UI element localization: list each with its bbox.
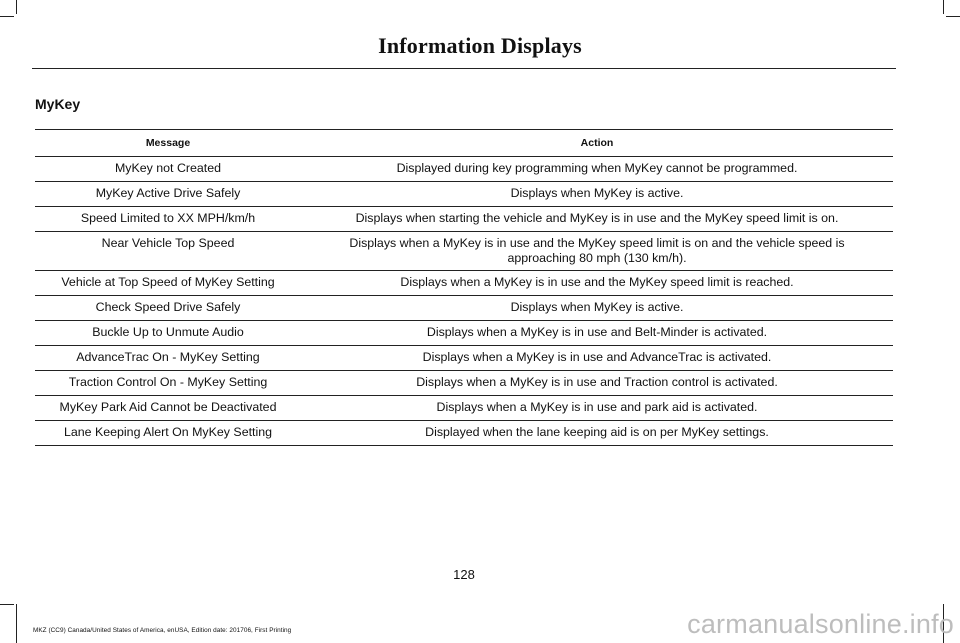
message-cell: Speed Limited to XX MPH/km/h: [35, 207, 301, 232]
column-header-action: Action: [301, 130, 893, 157]
message-cell: Vehicle at Top Speed of MyKey Setting: [35, 271, 301, 296]
message-cell: MyKey not Created: [35, 157, 301, 182]
column-header-message: Message: [35, 130, 301, 157]
section-title: MyKey: [35, 96, 81, 112]
crop-mark-bottom-left-vertical: [16, 604, 17, 643]
message-cell: MyKey Active Drive Safely: [35, 182, 301, 207]
table-row: [35, 371, 893, 396]
page-title: Information Displays: [378, 33, 582, 58]
message-cell: Near Vehicle Top Speed: [35, 232, 301, 271]
table-row: [35, 421, 893, 446]
crop-mark-top-left-vertical: [16, 0, 17, 14]
action-cell: Displayed when the lane keeping aid is on per MyKey settings.: [301, 421, 893, 446]
message-cell: Lane Keeping Alert On MyKey Setting: [35, 421, 301, 446]
action-cell: Displays when a MyKey is in use and AdvanceTrac is activated.: [301, 346, 893, 371]
action-cell: Displayed during key programming when MyKey cannot be programmed.: [301, 157, 893, 182]
action-cell: Displays when a MyKey is in use and Belt-Minder is activated.: [301, 321, 893, 346]
crop-mark-top-left-horizontal: [0, 16, 14, 17]
table-row: [35, 396, 893, 421]
watermark-logo: carmanualsonline.info: [687, 609, 954, 639]
action-cell: Displays when a MyKey is in use and the MyKey speed limit is on and the vehicle speed is approaching 80 mph (130 km/h).: [301, 232, 893, 271]
message-cell: AdvanceTrac On - MyKey Setting: [35, 346, 301, 371]
header-divider: [32, 68, 896, 69]
table-row: [35, 232, 893, 271]
action-cell: Displays when MyKey is active.: [301, 296, 893, 321]
table-header-row: [35, 130, 893, 157]
page-number: 128: [453, 567, 475, 582]
edition-footer: MKZ (CC9) Canada/United States of America, enUSA, Edition date: 201706, First Printing: [33, 627, 292, 634]
message-cell: MyKey Park Aid Cannot be Deactivated: [35, 396, 301, 421]
table-row: [35, 296, 893, 321]
table-row: [35, 182, 893, 207]
action-cell: Displays when MyKey is active.: [301, 182, 893, 207]
action-cell: Displays when a MyKey is in use and Traction control is activated.: [301, 371, 893, 396]
action-cell: Displays when a MyKey is in use and the MyKey speed limit is reached.: [301, 271, 893, 296]
table-row: [35, 207, 893, 232]
crop-mark-top-right-horizontal: [946, 16, 960, 17]
message-cell: Check Speed Drive Safely: [35, 296, 301, 321]
table-row: [35, 346, 893, 371]
message-cell: Buckle Up to Unmute Audio: [35, 321, 301, 346]
table-row: [35, 321, 893, 346]
message-cell: Traction Control On - MyKey Setting: [35, 371, 301, 396]
action-cell: Displays when starting the vehicle and MyKey is in use and the MyKey speed limit is on.: [301, 207, 893, 232]
mykey-messages-table: [35, 129, 893, 446]
action-cell: Displays when a MyKey is in use and park aid is activated.: [301, 396, 893, 421]
table-row: [35, 157, 893, 182]
crop-mark-top-right-vertical: [943, 0, 944, 14]
table-row: [35, 271, 893, 296]
crop-mark-bottom-left-horizontal: [0, 604, 14, 605]
